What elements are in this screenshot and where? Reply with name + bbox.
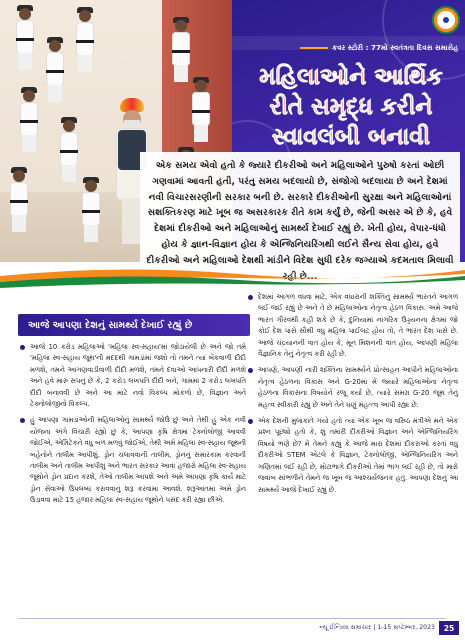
right-column — [248, 292, 458, 501]
list-item — [20, 342, 246, 410]
list-item-text: દેશમાં આગળ વધવા માટે, એક વધારાની શક્તિનું સામર્થ્ય ભારતને આગળ લઈ જઈ રહ્યું છે અને તે છે મહિલાઓના નેતૃત્વ હેઠળ વિકાસ. અમે આજે ભારત ગૌરવથી કહી શકે છે કે, દુનિયામાં નાગરિક ઉડ્ડયનના ક્ષેત્રમાં જો કોઈ દેશ પાસે સૌથી વધુ મહિલા પાઈલટ હોય તો, તે ભારત દેશ પાસે છે. આજે ચંદ્રયાનની વાત હોય કે, મૂન મિશનની વાત હોય, આપણી મહિલા વૈજ્ઞાનિક તેનું નેતૃત્વ કરી રહી છે. — [258, 293, 458, 359]
left-column — [20, 342, 246, 512]
azadi-75-logo-icon — [432, 6, 460, 34]
list-item — [248, 365, 458, 411]
section-heading: આજે આપણા દેશનું સામર્થ્ય દેખાઈ રહ્યું છે — [18, 314, 250, 336]
list-item — [20, 415, 246, 506]
guard-figure — [74, 10, 96, 72]
tag-rule — [300, 47, 328, 49]
intro-paragraph: એક સમય એવો હતો કે જ્યારે દીકરીઓ અને મહિલાઓને પુરુષો કરતાં ઓછી ગણવામાં આવતી હતી, પરંતુ સમય બદલાયો છે, સંજોગો બદલાયા છે અને દેશમાં નવી વિચારસરણીની સરકાર બની છે. સરકારે દીકરીઓની સુરક્ષા અને મહિલાઓનાં સશક્તિકરણ માટે ખૂબ જ અસરકારક રીતે કામ કર્યું છે, જેની અસર એ છે કે, હવે દેશમાં દીકરીઓ અને મહિલાઓનું સામર્થ્ય દેખાઈ રહ્યું છે. ખેતી હોય, વેપાર-ધંધો હોય કે જ્ઞાન-વિજ્ઞાન હોય કે એન્જિનિયરિંગથી લઈને સૈન્ય સેવા હોય, હવે દીકરીઓ અને મહિલાઓ દેશથી માંડીને વિદેશ સુધી દરેક જગ્યાએ કદમતાલ મિલાવી રહી છે... — [140, 152, 460, 290]
list-item-text: હું આપણા ગામડાંઓની મહિલાઓનું સામર્થ્ય જોઉં છું અને તેથી હું એક નવી યોજના અંગે વિચારી રહ્યો છું કે, આપણા કૃષિ ક્ષેત્રમાં ટેક્નોલોજી આવવી જોઈએ, એગ્રિટેકને વધુ બળ મળવું જોઈએ, તેથી અમે મહિલા સ્વ-સહાય જૂથની બહેનોને તાલીમ આપીશું. ડ્રોન ચલાવવાની તાલીમ, ડ્રોનનું સમારકામ કરવાની તાલીમ અને તાલીમ આપીશું અને ભારત સરકાર આવા હજારો મહિલા સ્વ-સહાય જૂથોને ડ્રોન પ્રદાન કરશે, તેઓ તાલીમ આપશે અને અમે આપણા કૃષિ કાર્ય માટે ડ્રોન સેવાઓ ઉપલબ્ધ કરાવવાનું શરૂ કરવામાં આવશે. શરૂઆતમાં અમે ડ્રોન ઉડાવવા માટે 15 હજાર મહિલા સ્વ-સહાય જૂથોને પસંદ કરી રહ્યા છીએ. — [30, 416, 246, 505]
page-number: 25 — [439, 621, 459, 635]
guard-figure — [190, 80, 212, 142]
list-item — [248, 416, 458, 496]
guard-figure — [80, 180, 102, 242]
guard-figure — [18, 90, 40, 152]
guard-figure — [14, 8, 36, 70]
page-title: મહિલાઓને આર્થિક રીતે સમૃદ્ધ કરીને સ્વાવલંબી બનાવી — [259, 64, 443, 150]
list-item-text: એક દેશની મુલાકાતે ગયો હતો ત્યાં એક ખૂબ જ વરિષ્ઠ મંત્રીએ મને એક પ્રશ્ન પૂછ્યો હતો કે, શું તમારી દીકરીઓ વિજ્ઞાન અને એન્જિનિયરિંગ વિષયો ભણે છે? મેં તેમને કહ્યું કે આજે મારા દેશમાં દીકરાઓ કરતાં વધુ દીકરીઓ STEM એટલે કે વિજ્ઞાન, ટેક્નોલોજી, એન્જિનિયરિંગ અને ગણિતમાં લઈ રહી છે, મોટાભાગે દીકરીઓ તેમાં ભાગ લઈ રહી છે, તો મારો જવાબ સાંભળીને તેમને જ ખૂબ જ આશ્ચર્યજનક હતું. આપણા દેશનું આ સામર્થ્ય આજે દેખાઈ રહ્યું છે. — [258, 417, 458, 494]
guard-figure — [58, 120, 80, 182]
bullet-icon — [20, 418, 25, 423]
bullet-icon — [20, 345, 25, 350]
event-tag — [300, 40, 465, 56]
bullet-icon — [248, 295, 253, 300]
bullet-icon — [248, 368, 253, 373]
bullet-icon — [248, 419, 253, 424]
list-item-text: આપણે, આપણી નારી શક્તિના સામર્થ્યને પ્રોત્સાહન આપીને મહિલાઓના નેતૃત્વ હેઠળના વિકાસ અને G-20માં મેં જ્યારે મહિલાઓના નેતૃત્વ હેઠળના વિકાસના વિષયોને રજૂ કર્યા છે, ત્યારે સમગ્ર G-20 જૂથ તેનું મહત્વ સ્વીકારી રહ્યું છે અને તેને ઘણું મહત્ત્વ આપી રહ્યા છે. — [258, 366, 458, 409]
event-tag-text: કવર સ્ટોરી : 77મો સ્વતંત્રતા દિવસ સમારોહ — [332, 43, 459, 52]
footer-rule — [18, 618, 445, 619]
list-item — [248, 292, 458, 360]
guard-figure — [44, 40, 66, 102]
guard-figure — [170, 20, 192, 82]
tricolor-wave — [0, 262, 465, 292]
guard-figure — [8, 170, 30, 232]
footer-publication: ન્યૂ ઈન્ડિયા સમાચાર | 1-15 સપ્ટેમ્બર, 2023 — [319, 624, 435, 631]
list-item-text: આજે 10 કરોડ મહિલાઓ 'મહિલા સ્વ-સહાય'માં જોડાયેલી છે અને જો તમે 'મહિલા સ્વ-સહાય જૂથ'ની મદદથી ગામડાંમાં જશો તો તમને ત્યાં બેંકવાળી દીદી મળશે, તમને આંગણવાડીવાળી દીદી મળશે, તમને દવાઓ આપનારી દીદી મળશે અને હવે મારું સપનું છે કે, 2 કરોડ લખપતિ દીદી બને, ગામમાં 2 કરોડ લખપતિ દીદી બનાવવી છે અને આ માટે નવો વિકલ્પ મોકળો છે, વિજ્ઞાન અને ટેક્નોલોજીનો વિકલ્પ. — [30, 343, 246, 409]
